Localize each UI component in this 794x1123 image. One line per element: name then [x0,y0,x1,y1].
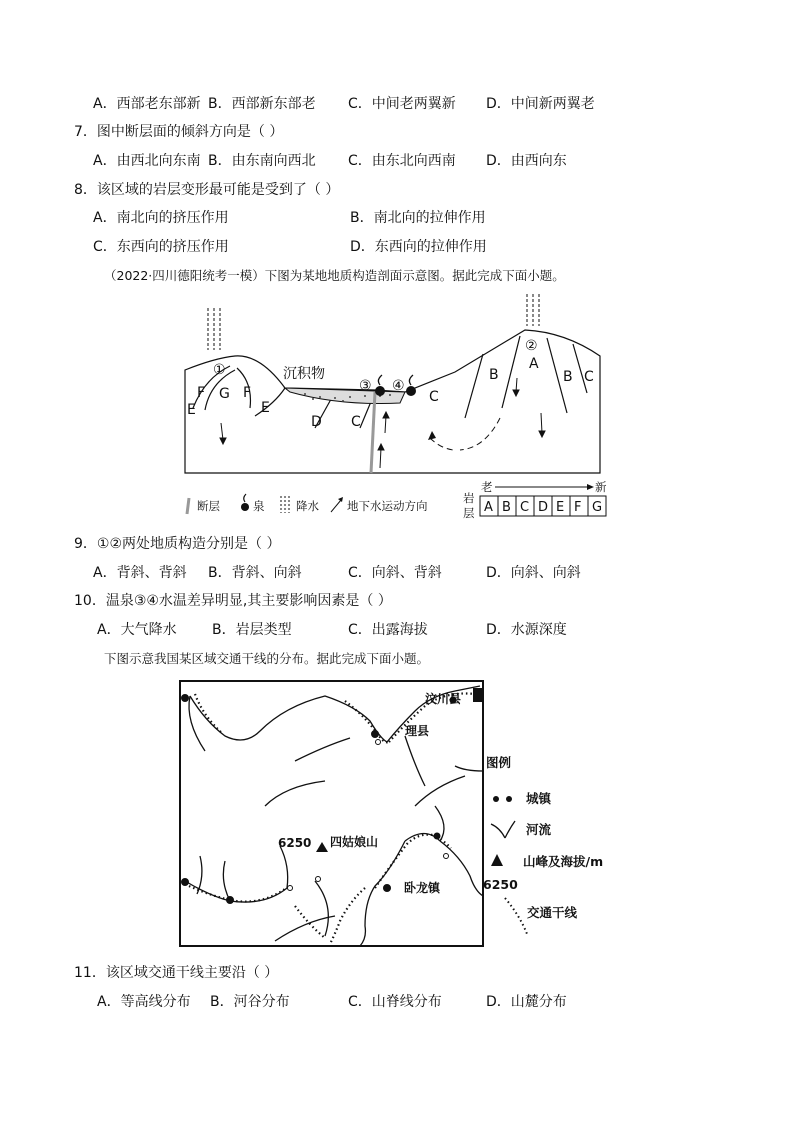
strata-box-label: B [502,500,511,515]
q8-option-a: A．南北向的挤压作用 [93,210,229,226]
strata-box-label: E [556,500,565,515]
label-F-right: F [243,385,252,401]
label-circle-1: ① [213,362,226,378]
label-G: G [219,386,230,402]
q6-option-d: D．中间新两翼老 [486,96,595,112]
map-legend-river: 河流 [526,822,552,837]
q7-option-b: B．由东南向西北 [208,153,316,169]
q11-option-a: A．等高线分布 [97,994,191,1010]
map-label-peak-name: 四姑娘山 [330,835,379,849]
q8-stem: 8．该区域的岩层变形最可能是受到了（ ） [74,182,340,198]
map-label-peak-elev: 6250 [278,836,312,850]
legend-strata-label-1: 岩 [463,491,475,505]
legend-rain-label: 降水 [296,499,319,513]
label-circle-2: ② [525,338,538,354]
label-F-left: F [197,385,206,401]
map-legend-town: 城镇 [526,791,552,806]
q8-option-d: D．东西向的拉伸作用 [350,239,487,255]
q11-option-c: C．山脊线分布 [348,994,442,1010]
q6-option-a: A．西部老东部新 [93,96,201,112]
q10-option-d: D．水源深度 [486,622,567,638]
q8-option-c: C．东西向的挤压作用 [93,239,229,255]
q8-option-b: B．南北向的拉伸作用 [350,210,486,226]
legend-new: 新 [595,480,607,494]
map-legend-peak: 山峰及海拔/m [523,854,604,869]
q9-option-d: D．向斜、向斜 [486,565,581,581]
q11-option-b: B．河谷分布 [210,994,290,1010]
traffic-map-figure [175,676,625,951]
q10-option-a: A．大气降水 [97,622,177,638]
q9-option-a: A．背斜、背斜 [93,565,187,581]
q6-option-b: B．西部新东部老 [208,96,316,112]
label-B-right: B [563,369,573,385]
legend-strata-label-2: 层 [463,506,475,520]
q6-option-c: C．中间老两翼新 [348,96,456,112]
q11-stem: 11．该区域交通干线主要沿（ ） [74,965,279,981]
legend-fault-label: 断层 [197,499,220,513]
label-circle-3: ③ [359,378,372,394]
map-legend-elev: 6250 [483,877,518,892]
strata-box-label: D [538,500,549,515]
label-A: A [529,356,539,372]
q9-option-b: B．背斜、向斜 [208,565,302,581]
intro-geology-figure: （2022·四川德阳统考一模）下图为某地地质构造剖面示意图。据此完成下面小题。 [104,268,565,283]
map-legend-road: 交通干线 [527,905,578,920]
q9-option-c: C．向斜、背斜 [348,565,442,581]
strata-box-label: C [520,500,530,515]
label-E-left: E [187,402,196,418]
legend-flow-label: 地下水运动方向 [347,499,428,513]
label-sediment: 沉积物 [283,366,325,382]
label-C-left: C [351,414,361,430]
label-E-right: E [261,400,270,416]
label-B-left: B [489,367,499,383]
label-D: D [311,414,322,430]
q11-option-d: D．山麓分布 [486,994,567,1010]
map-label-wenchuan: 汶川县 [425,692,462,706]
q7-option-d: D．由西向东 [486,153,567,169]
label-circle-4: ④ [392,378,405,394]
strata-box-label: F [574,500,582,515]
legend-old: 老 [481,480,493,494]
map-label-lixian: 理县 [405,724,430,738]
strata-box-label: A [484,500,493,515]
label-C-right: C [584,369,594,385]
q10-option-b: B．岩层类型 [212,622,292,638]
map-label-wolong: 卧龙镇 [404,881,441,895]
geology-cross-section-figure [175,288,625,523]
q10-option-c: C．出露海拔 [348,622,428,638]
q7-option-c: C．由东北向西南 [348,153,456,169]
q7-stem: 7．图中断层面的倾斜方向是（ ） [74,124,284,140]
map-legend-title: 图例 [486,755,512,770]
label-C-mid: C [429,389,439,405]
q7-option-a: A．由西北向东南 [93,153,201,169]
q9-stem: 9．①②两处地质构造分别是（ ） [74,536,281,552]
strata-box-label: G [592,500,603,515]
intro-traffic-figure: 下图示意我国某区域交通干线的分布。据此完成下面小题。 [104,651,430,666]
legend-spring-label: 泉 [253,499,265,513]
q10-stem: 10．温泉③④水温差异明显,其主要影响因素是（ ） [74,593,392,609]
